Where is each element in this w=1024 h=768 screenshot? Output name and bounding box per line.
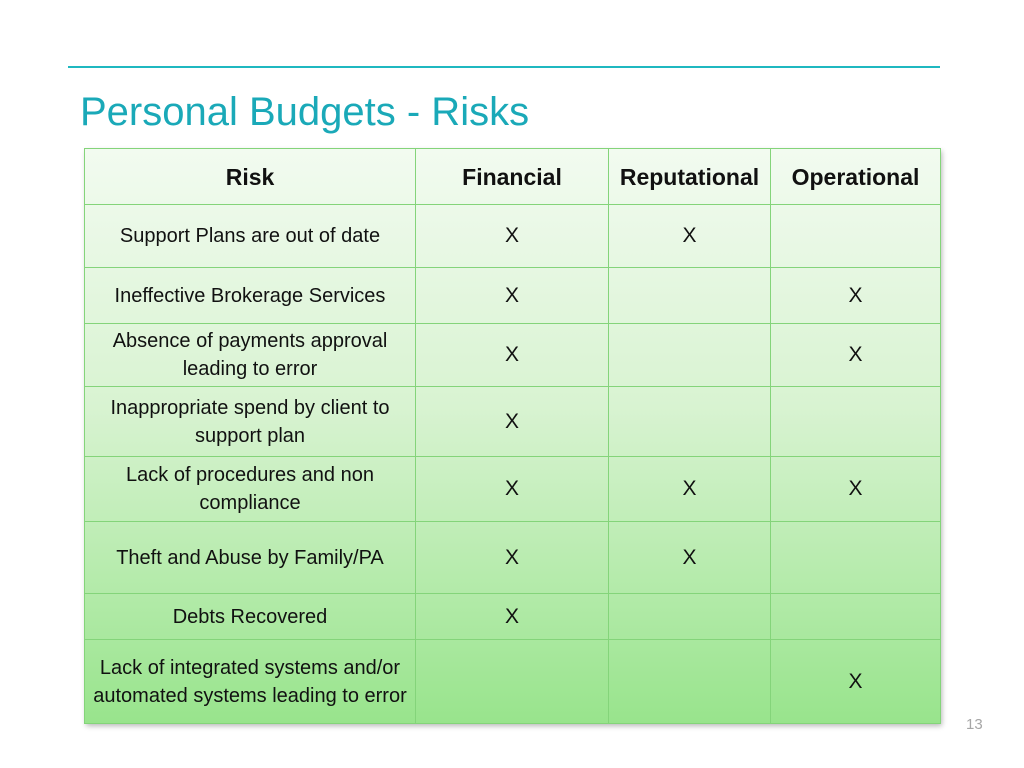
risk-cell: Inappropriate spend by client to support plan xyxy=(85,387,416,457)
table-row xyxy=(85,268,941,324)
reputational-cell xyxy=(609,324,771,387)
header-reputational: Reputational xyxy=(609,149,771,205)
financial-cell: X xyxy=(416,268,609,324)
financial-cell: X xyxy=(416,594,609,640)
risk-cell: Lack of procedures and non compliance xyxy=(85,457,416,522)
risk-cell: Debts Recovered xyxy=(85,594,416,640)
risk-table xyxy=(84,148,941,724)
table-row xyxy=(85,324,941,387)
risk-cell: Support Plans are out of date xyxy=(85,205,416,268)
table-row xyxy=(85,522,941,594)
header-financial: Financial xyxy=(416,149,609,205)
table-row xyxy=(85,594,941,640)
reputational-cell xyxy=(609,268,771,324)
financial-cell: X xyxy=(416,457,609,522)
table-row xyxy=(85,387,941,457)
operational-cell xyxy=(771,205,941,268)
reputational-cell: X xyxy=(609,457,771,522)
operational-cell xyxy=(771,387,941,457)
reputational-cell: X xyxy=(609,522,771,594)
financial-cell: X xyxy=(416,205,609,268)
operational-cell: X xyxy=(771,457,941,522)
table-row xyxy=(85,205,941,268)
title-divider xyxy=(68,66,940,68)
financial-cell: X xyxy=(416,324,609,387)
table-row xyxy=(85,457,941,522)
operational-cell: X xyxy=(771,324,941,387)
operational-cell xyxy=(771,522,941,594)
risk-cell: Absence of payments approval leading to error xyxy=(85,324,416,387)
header-risk: Risk xyxy=(85,149,416,205)
table-header-row xyxy=(85,149,941,205)
financial-cell: X xyxy=(416,522,609,594)
operational-cell: X xyxy=(771,268,941,324)
header-operational: Operational xyxy=(771,149,941,205)
reputational-cell: X xyxy=(609,205,771,268)
reputational-cell xyxy=(609,640,771,724)
reputational-cell xyxy=(609,387,771,457)
table-row xyxy=(85,640,941,724)
page-number: 13 xyxy=(966,716,983,733)
operational-cell xyxy=(771,594,941,640)
financial-cell xyxy=(416,640,609,724)
risk-table-container xyxy=(84,148,940,723)
reputational-cell xyxy=(609,594,771,640)
risk-cell: Lack of integrated systems and/or automated systems leading to error xyxy=(85,640,416,724)
risk-cell: Theft and Abuse by Family/PA xyxy=(85,522,416,594)
operational-cell: X xyxy=(771,640,941,724)
financial-cell: X xyxy=(416,387,609,457)
slide-title: Personal Budgets - Risks xyxy=(80,90,530,134)
risk-cell: Ineffective Brokerage Services xyxy=(85,268,416,324)
